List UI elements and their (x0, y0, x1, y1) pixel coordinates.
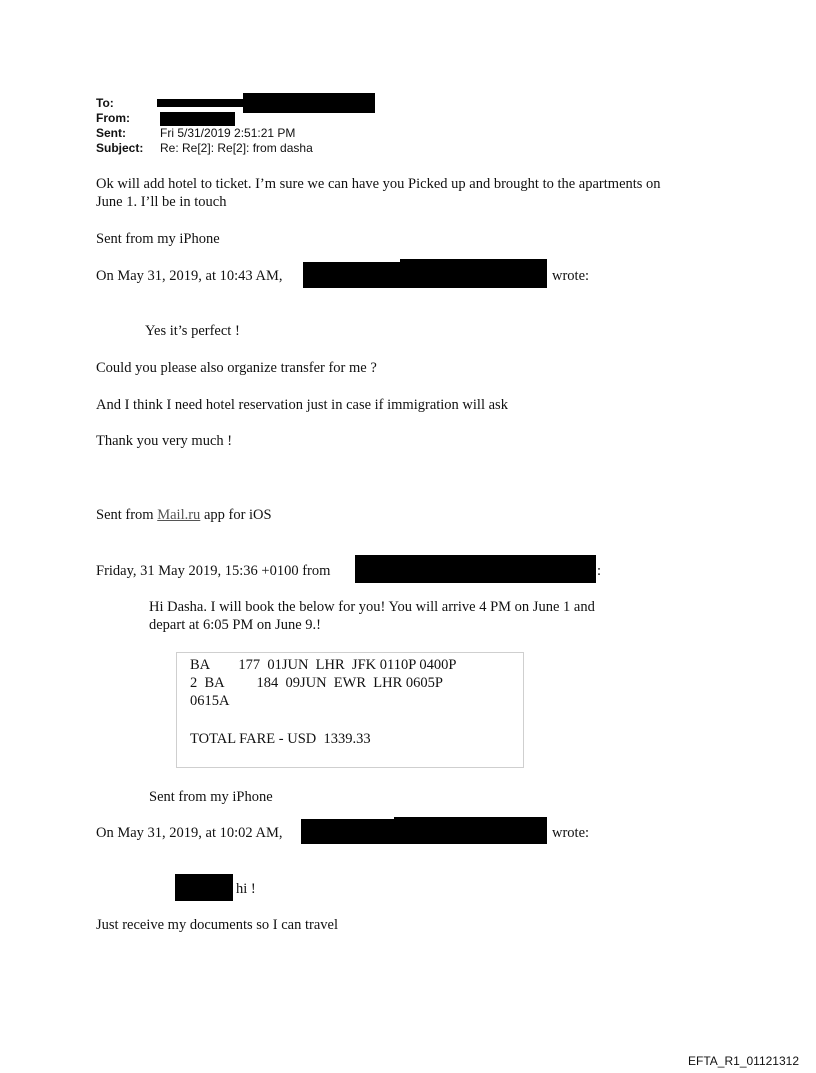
to-label: To: (96, 96, 114, 110)
body-para1-line1: Ok will add hotel to ticket. I’m sure we can have you Picked up and brought to the apartments on (96, 176, 661, 192)
hi-dasha-line1: Hi Dasha. I will book the below for you! You will arrive 4 PM on June 1 and (149, 599, 595, 615)
subject-label: Subject: (96, 141, 144, 155)
hotel-reservation: And I think I need hotel reservation just in case if immigration will ask (96, 397, 508, 413)
redaction-sender-1a (303, 262, 400, 288)
thanks: Thank you very much ! (96, 433, 233, 449)
redaction-greeting (175, 874, 233, 901)
document-id: EFTA_R1_01121312 (688, 1054, 799, 1068)
redaction-to-1 (157, 99, 243, 107)
subject-value: Re: Re[2]: Re[2]: from dasha (160, 141, 313, 155)
itinerary-box (176, 652, 524, 768)
hi-greeting: hi ! (236, 881, 256, 897)
redaction-sender-1b (400, 259, 547, 288)
itinerary-line-2: 2 BA 184 09JUN EWR LHR 0605P (190, 675, 443, 691)
wrote-2: wrote: (552, 825, 590, 841)
transfer-request: Could you please also organize transfer for me ? (96, 360, 377, 376)
sent-from-mailru (96, 506, 272, 524)
sent-value: Fri 5/31/2019 2:51:21 PM (160, 126, 296, 140)
itinerary-line-3: 0615A (190, 693, 230, 709)
sent-from-iphone-2: Sent from my iPhone (149, 789, 273, 805)
documents-line: Just receive my documents so I can travel (96, 917, 338, 933)
on-date-line-2: On May 31, 2019, at 10:02 AM, (96, 825, 283, 841)
sent-from-iphone-1: Sent from my iPhone (96, 231, 220, 247)
sent-from-prefix: Sent from (96, 507, 158, 523)
redaction-to-2 (243, 93, 375, 113)
sent-from-suffix: app for iOS (200, 507, 272, 523)
wrote-1: wrote: (552, 268, 590, 284)
hi-dasha-line2: depart at 6:05 PM on June 9.! (149, 617, 321, 633)
itinerary-total: TOTAL FARE - USD 1339.33 (190, 731, 371, 747)
friday-line: Friday, 31 May 2019, 15:36 +0100 from (96, 563, 331, 579)
redaction-sender-2a (301, 819, 394, 844)
on-date-line-1: On May 31, 2019, at 10:43 AM, (96, 268, 283, 284)
redaction-sender-2b (394, 817, 547, 844)
yes-perfect: Yes it’s perfect ! (145, 323, 240, 339)
from-label: From: (96, 111, 130, 125)
redaction-friday-sender (355, 555, 596, 583)
redaction-from (160, 112, 235, 126)
friday-colon: : (597, 563, 602, 579)
itinerary-line-1: BA 177 01JUN LHR JFK 0110P 0400P (190, 657, 457, 673)
sent-label: Sent: (96, 126, 126, 140)
mail-ru-link[interactable]: Mail.ru (157, 507, 201, 523)
body-para1-line2: June 1. I’ll be in touch (96, 194, 227, 210)
